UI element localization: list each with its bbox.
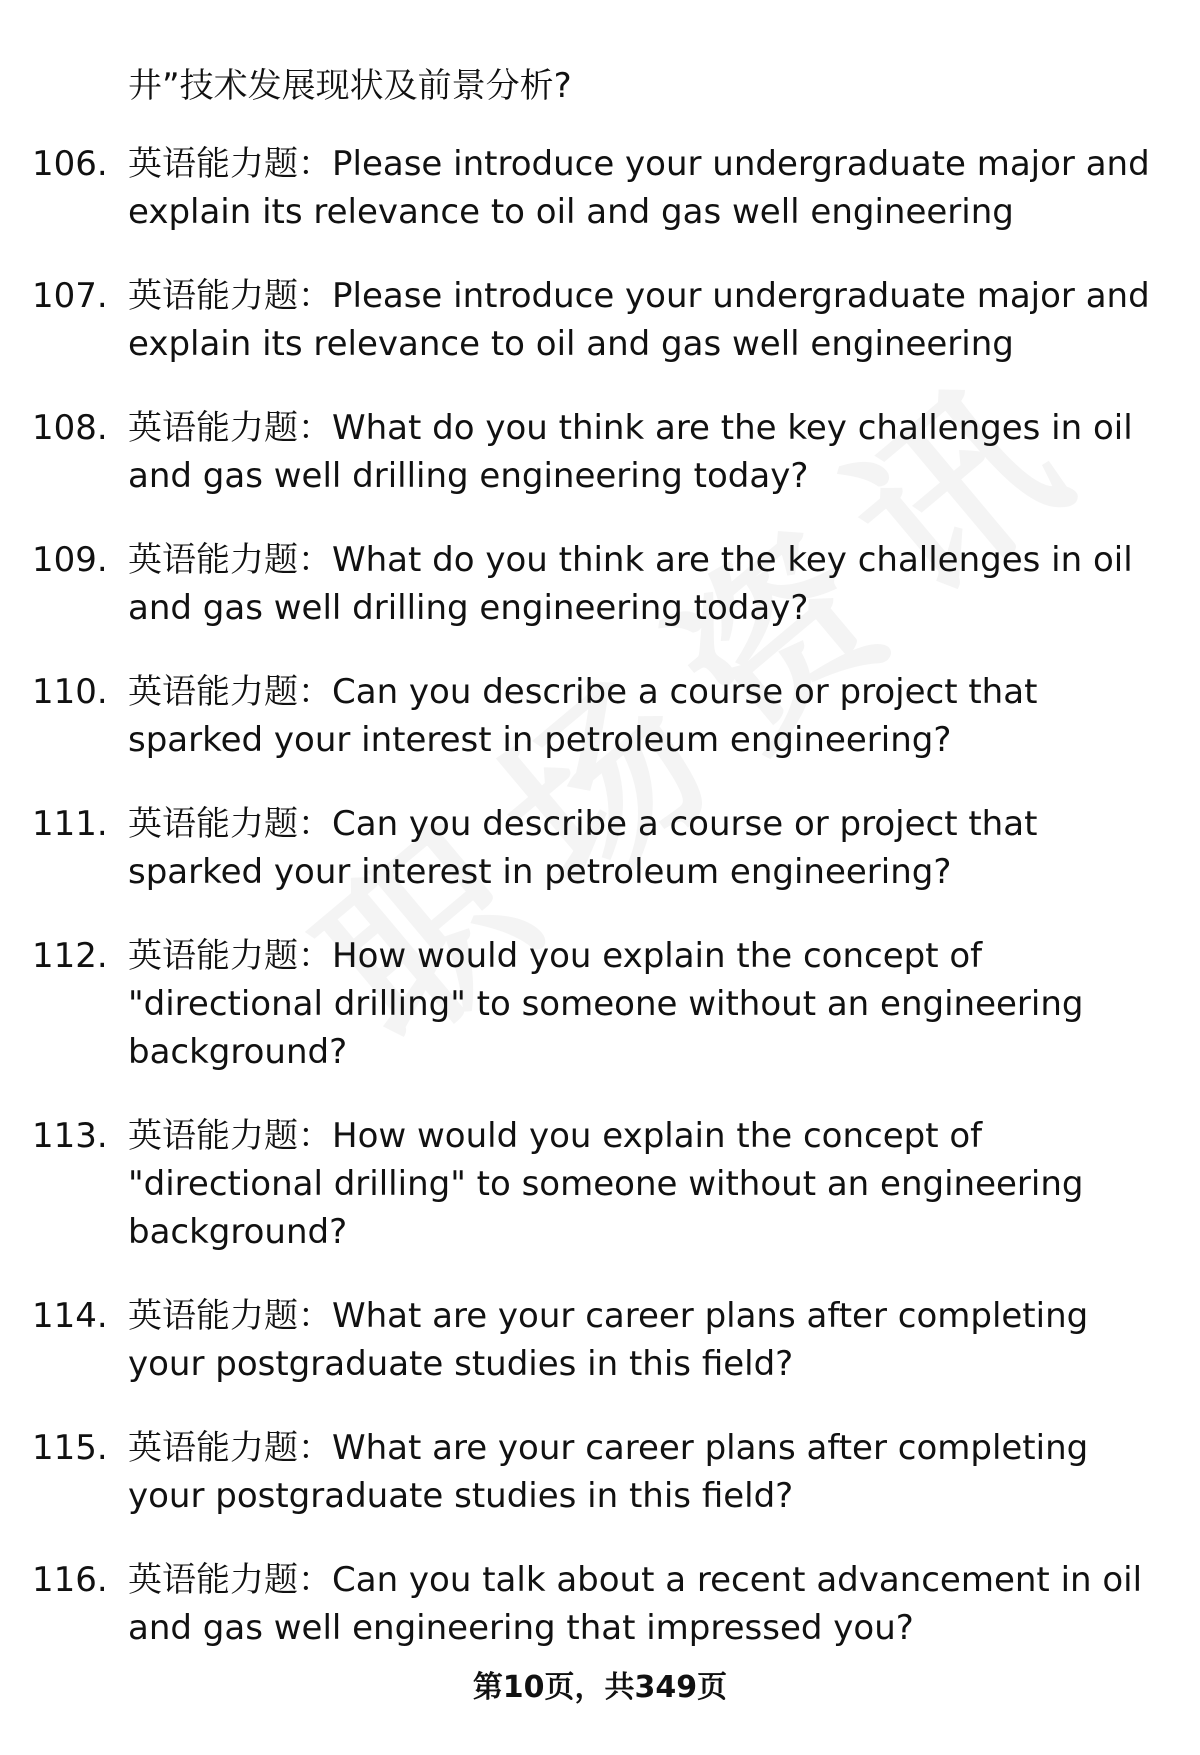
item-text: 英语能力题：Can you describe a course or project that sparked your interest in petroleum engineering?: [128, 804, 1038, 892]
list-item: [0, 1292, 1200, 1388]
item-number: 112.: [32, 936, 108, 976]
item-text: 英语能力题：Please introduce your undergraduate major and explain its relevance to oil and gas well engineering: [128, 276, 1150, 364]
item-text: 英语能力题：What are your career plans after completing your postgraduate studies in this field?: [128, 1428, 1089, 1516]
item-number: 113.: [32, 1116, 108, 1156]
item-text: 英语能力题：Can you describe a course or project that sparked your interest in petroleum engineering?: [128, 672, 1038, 760]
item-text: 英语能力题：How would you explain the concept of "directional drilling" to someone without an engineering background?: [128, 1116, 1084, 1252]
item-text: 英语能力题：How would you explain the concept of "directional drilling" to someone without an engineering background?: [128, 936, 1084, 1072]
list-item: [0, 932, 1200, 1076]
list-item: [0, 1112, 1200, 1256]
item-number: 110.: [32, 672, 108, 712]
item-number: 111.: [32, 804, 108, 844]
list-item: [0, 1556, 1200, 1652]
list-item: [0, 404, 1200, 500]
item-number: 115.: [32, 1428, 108, 1468]
list-item: [0, 1424, 1200, 1520]
list-item: [0, 272, 1200, 368]
list-item: [0, 800, 1200, 896]
page-footer: 第10页，共349页: [472, 1670, 728, 1705]
question-list: [0, 140, 1200, 1688]
item-text: 英语能力题：What do you think are the key challenges in oil and gas well drilling engineering today?: [128, 540, 1133, 628]
list-item: [0, 536, 1200, 632]
item-text: 英语能力题：What are your career plans after completing your postgraduate studies in this field?: [128, 1296, 1089, 1384]
item-number: 106.: [32, 144, 108, 184]
item-number: 109.: [32, 540, 108, 580]
item-text: 英语能力题：Can you talk about a recent advancement in oil and gas well engineering that impressed you?: [128, 1560, 1143, 1648]
item-number: 114.: [32, 1296, 108, 1336]
list-item: [0, 668, 1200, 764]
list-item: [0, 140, 1200, 236]
item-number: 108.: [32, 408, 108, 448]
item-number: 116.: [32, 1560, 108, 1600]
continued-question-line: 井”技术发展现状及前景分析?: [128, 66, 572, 106]
item-text: 英语能力题：What do you think are the key challenges in oil and gas well drilling engineering today?: [128, 408, 1133, 496]
item-number: 107.: [32, 276, 108, 316]
item-text: 英语能力题：Please introduce your undergraduate major and explain its relevance to oil and gas well engineering: [128, 144, 1150, 232]
